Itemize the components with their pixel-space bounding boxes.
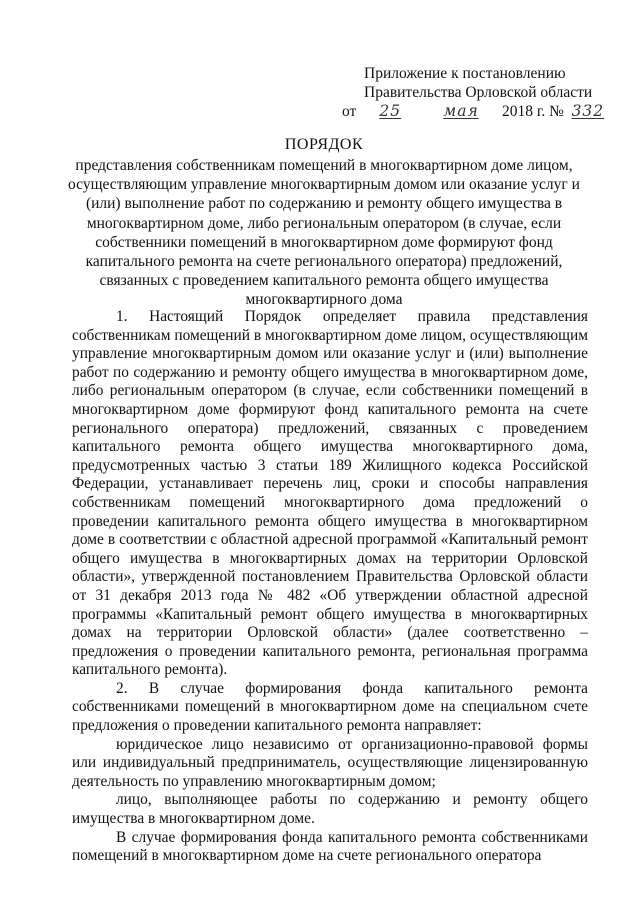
handwritten-number: 332 bbox=[571, 102, 605, 120]
paragraph-5: В случае формирования фонда капитального ремонта собственниками помещений в многоквартирном доме на счете регионального оператора bbox=[72, 828, 588, 865]
title-subtitle: представления собственникам помещений в многоквартирном доме лицом, осуществляющим управление многоквартирным домом или оказание услуг и (или) выполнение работ по содержанию и ремонту общего имущества в многоквартирном доме, либо региональным оператором (в случае, если собственники помещений в многоквартирном доме формируют фонд капитального ремонта на счете регионального оператора) предложений, связанных с проведением капитального ремонта общего имущества многоквартирного дома bbox=[68, 157, 580, 309]
appendix-line-2: Правительства Орловской области bbox=[364, 84, 593, 101]
document-body bbox=[72, 308, 588, 866]
title-heading: ПОРЯДОК bbox=[284, 136, 364, 153]
handwritten-month: мая bbox=[443, 102, 479, 120]
date-prefix: от bbox=[342, 103, 357, 120]
paragraph-4: лицо, выполняющее работы по содержанию и ремонту общего имущества в многоквартирном доме. bbox=[72, 791, 588, 828]
year-label: 2018 г. № bbox=[501, 103, 564, 120]
handwritten-day: 25 bbox=[379, 102, 402, 120]
document-title bbox=[60, 135, 588, 310]
paragraph-2: 2. В случае формирования фонда капитального ремонта собственниками помещений в многоквартирном доме на специальном счете предложения о проведении капитального ремонта направляет: bbox=[72, 679, 588, 735]
appendix-date-line bbox=[342, 102, 612, 121]
appendix-block bbox=[342, 64, 612, 121]
paragraph-3: юридическое лицо независимо от организационно-правовой формы или индивидуальный предприниматель, осуществляющие лицензированную деятельность по управлению многоквартирным домом; bbox=[72, 735, 588, 790]
appendix-line-1: Приложение к постановлению bbox=[364, 65, 566, 82]
paragraph-1: 1. Настоящий Порядок определяет правила представления собственникам помещений в многоквартирном доме лицом, осуществляющим управление многоквартирным домом или оказание услуг и (или) выполнение работ по содержанию и ремонту общего имущества в многоквартирном доме, либо региональным оператором (в случае, если собственники помещений в многоквартирном доме формируют фонд капитального ремонта на счете регионального оператора) предложений, связанных с проведением капитального ремонта общего имущества многоквартирного дома, предусмотренных частью 3 статьи 189 Жилищного кодекса Российской Федерации, устанавливает перечень лиц, сроки и способы направления собственникам помещений многоквартирного дома предложений о проведении капитального ремонта общего имущества в многоквартирном доме в соответствии с областной адресной программой «Капитальный ремонт общего имущества в многоквартирных домах на территории Орловской области», утвержденной постановлением Правительства Орловской области от 31 декабря 2013 года № 482 «Об утверждении областной адресной программы «Капитальный ремонт общего имущества в многоквартирных домах на территории Орловской области» (далее соответственно – предложения о проведении капитального ремонта, региональная программа капитального ремонта). bbox=[72, 308, 588, 679]
